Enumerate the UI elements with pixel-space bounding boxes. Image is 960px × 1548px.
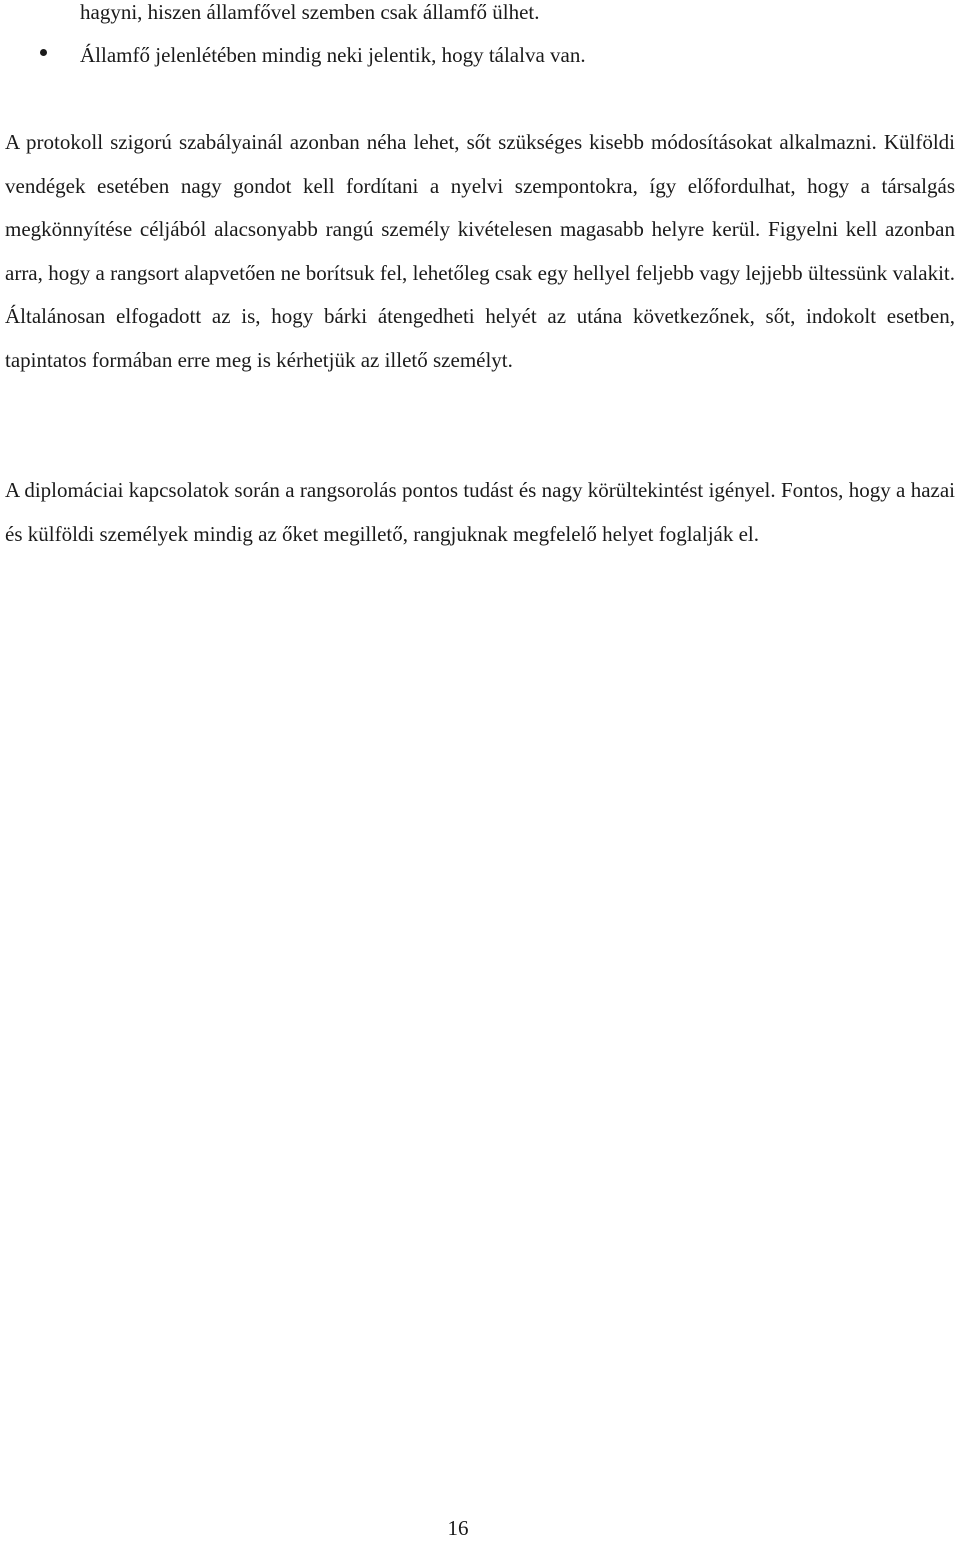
page-number: 16	[447, 1516, 469, 1540]
bullet-item-text: Államfő jelenlétében mindig neki jelentik, hogy tálalva van.	[80, 43, 586, 67]
paragraph-diplomatic-ranking: A diplomáciai kapcsolatok során a rangsorolás pontos tudást és nagy körültekintést igényel. Fontos, hogy a hazai és külföldi személyek mindig az őket megillető, rangjuknak megfelelő helyet foglalják el.	[5, 478, 955, 546]
continuation-line: hagyni, hiszen államfővel szemben csak államfő ülhet.	[80, 0, 540, 24]
paragraph-protocol-modifications: A protokoll szigorú szabályainál azonban néha lehet, sőt szükséges kisebb módosításokat alkalmazni. Külföldi vendégek esetében nagy gondot kell fordítani a nyelvi szempontokra, így előfordulhat, hogy a társalgás megkönnyítése céljából alacsonyabb rangú személy kivételesen magasabb helyre kerül. Figyelni kell azonban arra, hogy a rangsort alapvetően ne borítsuk fel, lehetőleg csak egy hellyel feljebb vagy lejjebb ültessünk valakit. Általánosan elfogadott az is, hogy bárki átengedheti helyét az utána következőnek, sőt, indokolt esetben, tapintatos formában erre meg is kérhetjük az illető személyt.	[5, 130, 955, 372]
bullet-list-item	[40, 34, 586, 78]
